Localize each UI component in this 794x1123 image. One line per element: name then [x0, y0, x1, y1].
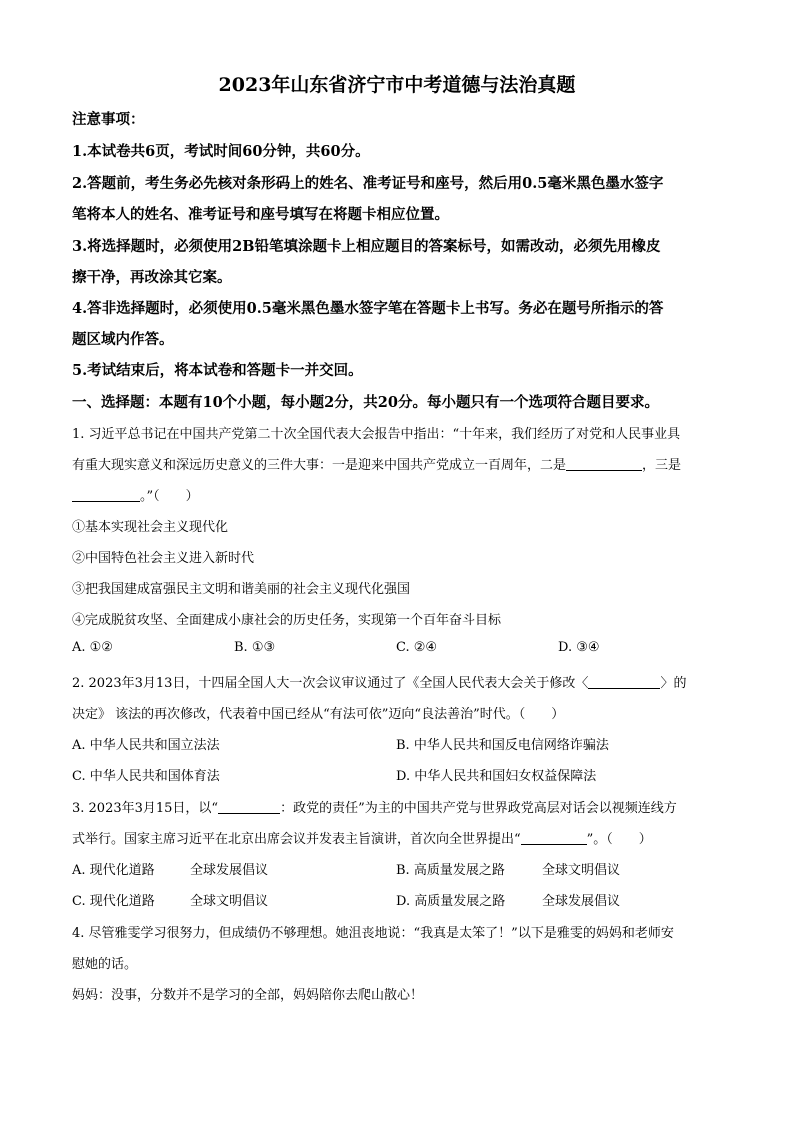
question-3-line: [72, 828, 732, 847]
question-2-text: 2. 2023年3月13日，十四届全国人大一次会议审议通过了《全国人民代表大会关于修改〈: [72, 676, 589, 691]
notice-heading: 注意事项：: [72, 111, 145, 128]
question-2-option-c: C. 中华人民共和国体育法: [72, 769, 220, 784]
question-1-line: [72, 454, 732, 473]
notice-item: 1.本试卷共6页，考试时间60分钟，共60分。: [72, 143, 370, 160]
answer-blank: [72, 487, 140, 502]
notice-item: 5.考试结束后，将本试卷和答题卡一并交回。: [72, 362, 363, 379]
question-3-option-c: C. 现代化道路: [72, 894, 155, 909]
notice-item: 题区域内作答。: [72, 331, 174, 348]
question-1-item: ②中国特色社会主义进入新时代: [72, 551, 255, 566]
question-1-item: ①基本实现社会主义现代化: [72, 520, 229, 535]
question-2-text: 〉的: [660, 676, 687, 691]
answer-blank: [588, 674, 660, 689]
question-1-option-d: D. ③④: [558, 640, 600, 655]
question-3-text: ”。（ ）: [586, 832, 652, 847]
question-1-text: ，三是: [642, 458, 682, 473]
question-4-line: 妈妈：没事，分数并不是学习的全部，妈妈陪你去爬山散心！: [72, 988, 424, 1003]
question-3-option-d: D. 高质量发展之路: [396, 894, 506, 909]
question-1-text: 有重大现实意义和深远历史意义的三件大事：一是迎来中国共产党成立一百周年，二是: [72, 458, 567, 473]
page-title: 2023年山东省济宁市中考道德与法治真题: [218, 74, 576, 96]
question-1-option-a: A. ①②: [72, 640, 113, 655]
notice-item: 擦干净，再改涂其它案。: [72, 269, 232, 286]
question-4-line: 4. 尽管雅雯学习很努力，但成绩仍不够理想。她沮丧地说：“我真是太笨了！”以下是雅雯的妈妈和老师安: [72, 926, 674, 941]
question-1-option-c: C. ②④: [396, 640, 438, 655]
question-3-option-c-second: 全球文明倡议: [190, 894, 269, 909]
question-2-line: 决定》 该法的再次修改，代表着中国已经从“有法可依”迈向“良法善治”时代。（ ）: [72, 707, 565, 722]
question-2-option-d: D. 中华人民共和国妇女权益保障法: [396, 769, 597, 784]
answer-blank: [566, 456, 642, 471]
question-2-line: [72, 672, 732, 691]
question-1-item: ④完成脱贫攻坚、全面建成小康社会的历史任务，实现第一个百年奋斗目标: [72, 613, 502, 628]
question-1-text: 。”（ ）: [140, 489, 199, 504]
question-3-line: [72, 797, 732, 816]
question-1-line: [72, 485, 732, 504]
question-2-option-a: A. 中华人民共和国立法法: [72, 738, 220, 753]
question-3-option-b: B. 高质量发展之路: [396, 863, 505, 878]
notice-item: 3.将选择题时，必须使用2B铅笔填涂题卡上相应题目的答案标号，如需改动，必须先用橡皮: [72, 238, 661, 255]
question-1-item: ③把我国建成富强民主文明和谐美丽的社会主义现代化强国: [72, 582, 411, 597]
notice-item: 笔将本人的姓名、准考证号和座号填写在将题卡相应位置。: [72, 206, 449, 223]
question-4-line: 慰她的话。: [72, 957, 138, 972]
question-1-line: 1. 习近平总书记在中国共产党第二十次全国代表大会报告中指出：“十年来，我们经历了对党和人民事业具: [72, 427, 681, 442]
question-3-text: 3. 2023年3月15日，以“: [72, 801, 219, 816]
answer-blank: [218, 799, 280, 814]
notice-item: 2.答题前，考生务必先核对条形码上的姓名、准考证号和座号，然后用0.5毫米黑色墨水签字: [72, 175, 664, 192]
question-3-option-a: A. 现代化道路: [72, 863, 155, 878]
question-3-option-d-second: 全球发展倡议: [542, 894, 621, 909]
question-3-option-b-second: 全球文明倡议: [542, 863, 621, 878]
section-heading: 一、选择题：本题有10个小题，每小题2分，共20分。每小题只有一个选项符合题目要求。: [72, 394, 659, 411]
question-3-option-a-second: 全球发展倡议: [190, 863, 269, 878]
question-3-text: 式举行。国家主席习近平在北京出席会议并发表主旨演讲，首次向全世界提出“: [72, 832, 521, 847]
question-2-option-b: B. 中华人民共和国反电信网络诈骗法: [396, 738, 609, 753]
answer-blank: [521, 830, 587, 845]
question-1-option-b: B. ①③: [234, 640, 276, 655]
question-3-text: ：政党的责任”为主的中国共产党与世界政党高层对话会以视频连线方: [280, 801, 677, 816]
notice-item: 4.答非选择题时，必须使用0.5毫米黑色墨水签字笔在答题卡上书写。务必在题号所指示的答: [72, 300, 664, 317]
